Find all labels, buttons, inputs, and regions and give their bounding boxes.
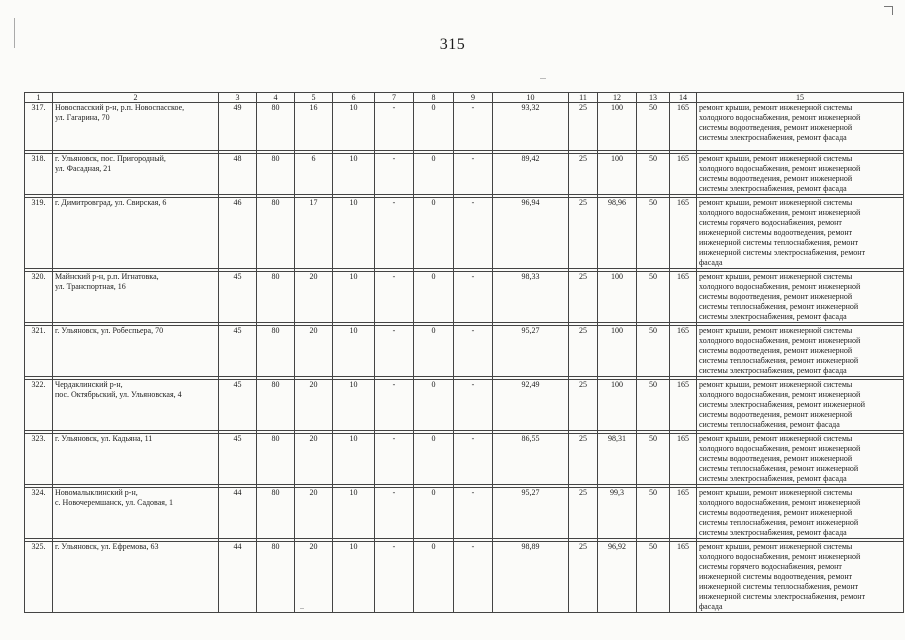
repair-works-line: системы водоотведения, ремонт инженерной [699,174,853,183]
col-13-value: 50 [637,380,670,431]
repair-works-line: холодного водоснабжения, ремонт инженерной [699,498,861,507]
row-number: 322. [25,380,53,431]
col-5-value: 20 [295,542,333,613]
address-line-1: Чердаклинский р-н, [55,380,123,389]
col-5-value: 20 [295,326,333,377]
col-5-value: 20 [295,488,333,539]
col-6-value: 10 [333,326,375,377]
address-line-2: пос. Октябрьский, ул. Ульяновская, 4 [55,390,182,399]
repair-works-line: ремонт крыши, ремонт инженерной системы [699,103,853,112]
col-14-value: 165 [670,103,697,151]
col-8-value: 0 [414,272,454,323]
col-11-value: 25 [569,326,598,377]
col-12-value: 99,3 [598,488,637,539]
address-cell [53,198,219,269]
col-13-value: 50 [637,272,670,323]
col-14-value: 165 [670,542,697,613]
table-row [25,154,904,195]
col-8-value: 0 [414,154,454,195]
col-9-value: - [454,542,493,613]
col-14-value: 165 [670,380,697,431]
address-line-1: г. Ульяновск, ул. Ефремова, 63 [55,542,159,551]
repair-works-line: холодного водоснабжения, ремонт инженерной [699,390,861,399]
repair-works-line: ремонт крыши, ремонт инженерной системы [699,434,853,443]
col-7-value: - [375,198,414,269]
row-number: 320. [25,272,53,323]
col-12-value: 98,96 [598,198,637,269]
repair-works-cell [697,198,904,269]
col-3-value: 45 [219,380,257,431]
col-7-value: - [375,542,414,613]
address-cell [53,272,219,323]
col-8-value: 0 [414,542,454,613]
repair-works-line: инженерной системы водоотведения, ремонт [699,228,853,237]
repair-works-line: системы водоотведения, ремонт инженерной [699,410,853,419]
col-11-value: 25 [569,434,598,485]
table-row [25,488,904,539]
col-9-value: - [454,326,493,377]
column-header: 9 [454,93,493,103]
col-6-value: 10 [333,272,375,323]
repair-works-line: ремонт крыши, ремонт инженерной системы [699,326,853,335]
repair-works-line: ремонт крыши, ремонт инженерной системы [699,488,853,497]
repair-works-line: системы теплоснабжения, ремонт инженерной [699,518,859,527]
repair-works-line: системы электроснабжения, ремонт фасада [699,133,847,142]
repair-works-line: ремонт крыши, ремонт инженерной системы [699,154,853,163]
column-header: 1 [25,93,53,103]
col-9-value: - [454,380,493,431]
repair-works-line: системы электроснабжения, ремонт фасада [699,528,847,537]
column-header: 12 [598,93,637,103]
repair-works-line: инженерной системы теплоснабжения, ремонт [699,238,859,247]
row-number: 324. [25,488,53,539]
housing-repair-table [24,92,904,613]
repair-works-line: ремонт крыши, ремонт инженерной системы [699,198,853,207]
repair-works-cell [697,542,904,613]
repair-works-cell [697,154,904,195]
repair-works-line: системы теплоснабжения, ремонт инженерной [699,356,859,365]
col-7-value: - [375,488,414,539]
col-4-value: 80 [257,198,295,269]
col-5-value: 6 [295,154,333,195]
col-6-value: 10 [333,103,375,151]
col-11-value: 25 [569,154,598,195]
table-row [25,542,904,613]
column-number-header [25,93,904,103]
col-7-value: - [375,154,414,195]
col-12-value: 100 [598,103,637,151]
col-7-value: - [375,326,414,377]
row-number: 321. [25,326,53,377]
col-11-value: 25 [569,380,598,431]
col-13-value: 50 [637,488,670,539]
repair-works-line: холодного водоснабжения, ремонт инженерной [699,552,861,561]
col-12-value: 98,31 [598,434,637,485]
row-number: 325. [25,542,53,613]
col-7-value: - [375,103,414,151]
col-13-value: 50 [637,198,670,269]
col-12-value: 100 [598,326,637,377]
repair-works-line: инженерной системы теплоснабжения, ремонт [699,582,859,591]
col-3-value: 46 [219,198,257,269]
address-line-2: ул. Гагарина, 70 [55,113,110,122]
col-4-value: 80 [257,488,295,539]
address-cell [53,326,219,377]
address-cell [53,103,219,151]
col-5-value: 20 [295,434,333,485]
column-header: 10 [493,93,569,103]
col-9-value: - [454,103,493,151]
col-13-value: 50 [637,326,670,377]
address-line-1: Новомалыклинский р-н, [55,488,138,497]
col-5-value: 16 [295,103,333,151]
column-header: 5 [295,93,333,103]
col-11-value: 25 [569,198,598,269]
scan-corner-mark [884,6,893,15]
address-line-2: с. Новочеремшанск, ул. Садовая, 1 [55,498,173,507]
col-3-value: 48 [219,154,257,195]
repair-works-line: фасада [699,602,723,611]
col-3-value: 44 [219,488,257,539]
repair-works-line: холодного водоснабжения, ремонт инженерной [699,164,861,173]
table-row [25,198,904,269]
address-line-1: г. Ульяновск, ул. Робеспьера, 70 [55,326,164,335]
row-number: 318. [25,154,53,195]
repair-works-line: холодного водоснабжения, ремонт инженерной [699,444,861,453]
col-11-value: 25 [569,488,598,539]
col-7-value: - [375,380,414,431]
col-8-value: 0 [414,380,454,431]
column-header: 2 [53,93,219,103]
col-14-value: 165 [670,488,697,539]
col-13-value: 50 [637,434,670,485]
col-10-value: 95,27 [493,326,569,377]
repair-works-line: ремонт крыши, ремонт инженерной системы [699,542,853,551]
repair-works-line: системы электроснабжения, ремонт фасада [699,366,847,375]
col-9-value: - [454,488,493,539]
col-3-value: 45 [219,326,257,377]
col-14-value: 165 [670,198,697,269]
repair-works-line: холодного водоснабжения, ремонт инженерной [699,113,861,122]
repair-works-line: инженерной системы водоотведения, ремонт [699,572,853,581]
col-10-value: 93,32 [493,103,569,151]
repair-works-cell [697,488,904,539]
col-4-value: 80 [257,103,295,151]
col-5-value: 20 [295,272,333,323]
repair-works-line: системы теплоснабжения, ремонт инженерной [699,302,859,311]
col-8-value: 0 [414,103,454,151]
header-row [25,93,904,103]
address-cell [53,434,219,485]
repair-works-line: системы водоотведения, ремонт инженерной [699,346,853,355]
row-number: 319. [25,198,53,269]
repair-works-line: системы водоотведения, ремонт инженерной [699,292,853,301]
table-row [25,380,904,431]
col-9-value: - [454,434,493,485]
address-cell [53,154,219,195]
address-cell [53,380,219,431]
col-8-value: 0 [414,326,454,377]
col-4-value: 80 [257,154,295,195]
address-line-2: ул. Фасадная, 21 [55,164,112,173]
repair-works-line: системы горячего водоснабжения, ремонт [699,562,842,571]
repair-works-line: системы электроснабжения, ремонт фасада [699,184,847,193]
col-5-value: 20 [295,380,333,431]
col-8-value: 0 [414,434,454,485]
col-4-value: 80 [257,272,295,323]
repair-works-cell [697,434,904,485]
column-header: 14 [670,93,697,103]
col-11-value: 25 [569,542,598,613]
repair-works-line: системы электроснабжения, ремонт фасада [699,312,847,321]
repair-works-line: холодного водоснабжения, ремонт инженерной [699,282,861,291]
col-7-value: - [375,272,414,323]
address-line-1: г. Димитровград, ул. Свирская, 6 [55,198,167,207]
col-7-value: - [375,434,414,485]
col-10-value: 96,94 [493,198,569,269]
col-9-value: - [454,154,493,195]
row-number: 317. [25,103,53,151]
column-header: 6 [333,93,375,103]
col-4-value: 80 [257,434,295,485]
col-14-value: 165 [670,326,697,377]
column-header: 11 [569,93,598,103]
col-8-value: 0 [414,488,454,539]
col-4-value: 80 [257,380,295,431]
page-number: 315 [439,36,466,53]
col-13-value: 50 [637,154,670,195]
col-9-value: - [454,272,493,323]
repair-works-line: системы горячего водоснабжения, ремонт [699,218,842,227]
col-8-value: 0 [414,198,454,269]
col-6-value: 10 [333,488,375,539]
address-cell [53,488,219,539]
col-4-value: 80 [257,542,295,613]
repair-works-cell [697,272,904,323]
address-cell [53,542,219,613]
col-6-value: 10 [333,434,375,485]
col-11-value: 25 [569,103,598,151]
repair-works-line: системы электроснабжения, ремонт фасада [699,474,847,483]
col-10-value: 92,49 [493,380,569,431]
row-number: 323. [25,434,53,485]
column-header: 3 [219,93,257,103]
repair-works-line: ремонт крыши, ремонт инженерной системы [699,380,853,389]
repair-works-line: системы водоотведения, ремонт инженерной [699,454,853,463]
col-13-value: 50 [637,542,670,613]
repair-works-line: холодного водоснабжения, ремонт инженерной [699,208,861,217]
repair-works-line: системы теплоснабжения, ремонт инженерной [699,464,859,473]
repair-works-line: холодного водоснабжения, ремонт инженерной [699,336,861,345]
address-line-1: г. Ульяновск, ул. Кадьяна, 11 [55,434,153,443]
col-12-value: 100 [598,380,637,431]
col-4-value: 80 [257,326,295,377]
repair-works-line: системы теплоснабжения, ремонт фасада [699,420,840,429]
col-3-value: 45 [219,434,257,485]
col-6-value: 10 [333,542,375,613]
col-12-value: 100 [598,154,637,195]
col-10-value: 89,42 [493,154,569,195]
repair-works-line: системы водоотведения, ремонт инженерной [699,508,853,517]
column-header: 7 [375,93,414,103]
repair-works-line: ремонт крыши, ремонт инженерной системы [699,272,853,281]
column-header: 15 [697,93,904,103]
repair-works-line: инженерной системы электроснабжения, ремонт [699,248,866,257]
repair-works-line: системы электроснабжения, ремонт инженерной [699,400,866,409]
table-row [25,272,904,323]
col-6-value: 10 [333,154,375,195]
repair-works-line: инженерной системы электроснабжения, ремонт [699,592,866,601]
col-9-value: - [454,198,493,269]
col-12-value: 96,92 [598,542,637,613]
col-14-value: 165 [670,434,697,485]
col-10-value: 98,33 [493,272,569,323]
col-3-value: 44 [219,542,257,613]
col-3-value: 49 [219,103,257,151]
col-10-value: 95,27 [493,488,569,539]
repair-works-cell [697,326,904,377]
col-3-value: 45 [219,272,257,323]
col-6-value: 10 [333,198,375,269]
table-row [25,103,904,151]
col-5-value: 17 [295,198,333,269]
col-14-value: 165 [670,272,697,323]
repair-works-line: фасада [699,258,723,267]
col-10-value: 86,55 [493,434,569,485]
address-line-1: Новоспасский р-н, р.п. Новоспасское, [55,103,185,112]
col-10-value: 98,89 [493,542,569,613]
col-6-value: 10 [333,380,375,431]
scan-speck [540,78,546,79]
col-12-value: 100 [598,272,637,323]
repair-works-cell [697,380,904,431]
address-line-1: Майнский р-н, р.п. Игнатовка, [55,272,159,281]
column-header: 8 [414,93,454,103]
address-line-2: ул. Транспортная, 16 [55,282,126,291]
col-11-value: 25 [569,272,598,323]
table-body [25,103,904,613]
repair-works-cell [697,103,904,151]
table-row [25,326,904,377]
repair-works-line: системы водоотведения, ремонт инженерной [699,123,853,132]
address-line-1: г. Ульяновск, пос. Пригородный, [55,154,166,163]
col-13-value: 50 [637,103,670,151]
column-header: 13 [637,93,670,103]
column-header: 4 [257,93,295,103]
table-row [25,434,904,485]
col-14-value: 165 [670,154,697,195]
